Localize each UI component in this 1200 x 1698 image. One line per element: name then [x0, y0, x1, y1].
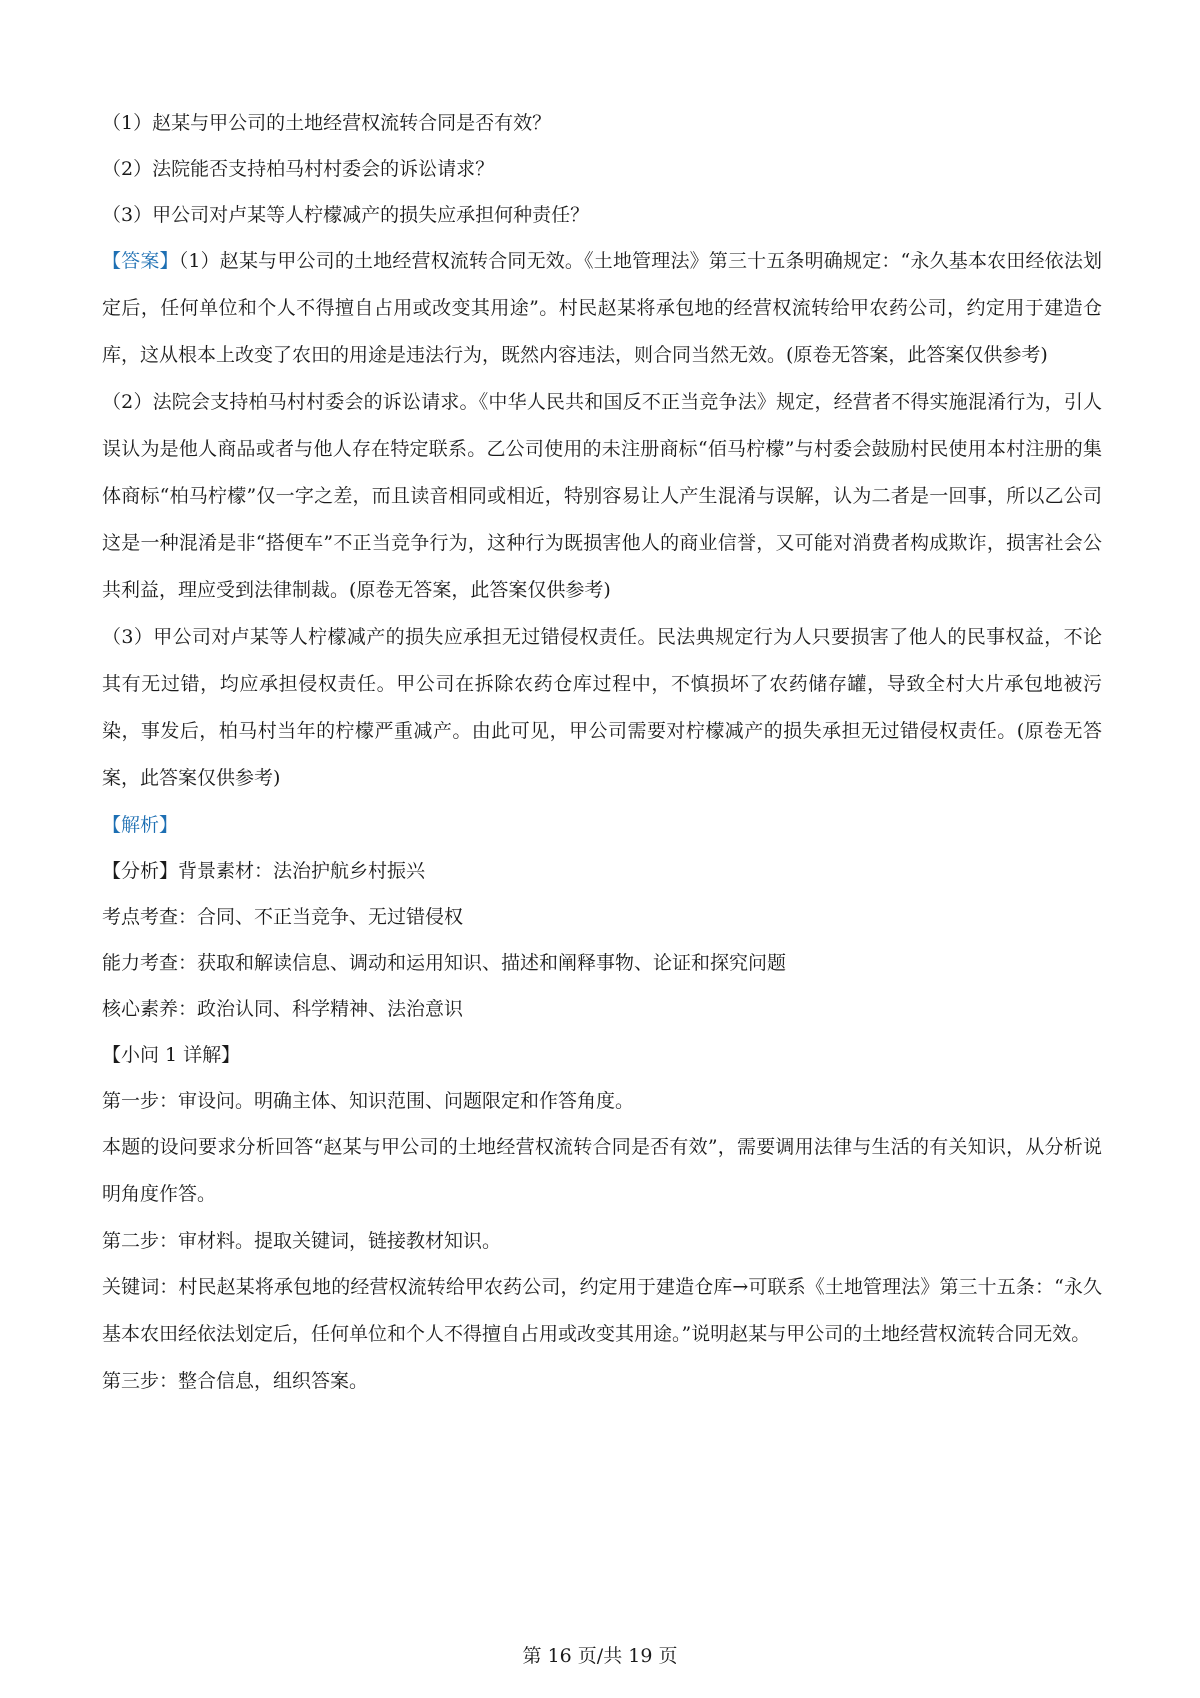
document-page: [102, 100, 1102, 1404]
subquestion-1-heading: 【小问 1 详解】: [102, 1044, 241, 1066]
answer-part-1-text: （1）赵某与甲公司的土地经营权流转合同无效。《土地管理法》第三十五条明确规定：“永久基本农田经依法划定后，任何单位和个人不得擅自占用或改变其用途”。村民赵某将承包地的经营权流转给甲农药公司，约定用于建造仓库，这从根本上改变了农田的用途是违法行为，既然内容违法，则合同当然无效。(原卷无答案，此答案仅供参考): [102, 250, 1102, 366]
answer-paragraph-2: （2）法院会支持柏马村村委会的诉讼请求。《中华人民共和国反不正当竞争法》规定，经营者不得实施混淆行为，引人误认为是他人商品或者与他人存在特定联系。乙公司使用的未注册商标“佰马柠檬”与村委会鼓励村民使用本村注册的集体商标“柏马柠檬”仅一字之差，而且读音相同或相近，特别容易让人产生混淆与误解，认为二者是一回事，所以乙公司这是一种混淆是非“搭便车”不正当竞争行为，这种行为既损害他人的商业信誉，又可能对消费者构成欺诈，损害社会公共利益，理应受到法律制裁。(原卷无答案，此答案仅供参考): [102, 391, 1102, 601]
page-number: 第 16 页/共 19 页: [522, 1645, 678, 1667]
step-3: 第三步：整合信息，组织答案。: [102, 1370, 369, 1392]
analysis-kaodian: 考点考查：合同、不正当竞争、无过错侵权: [102, 906, 464, 928]
step-1: 第一步：审设问。明确主体、知识范围、问题限定和作答角度。: [102, 1090, 635, 1112]
answer-label: 【答案】: [102, 250, 179, 272]
analysis-label: 【解析】: [102, 814, 179, 836]
analysis-fenxi: 【分析】背景素材：法治护航乡村振兴: [102, 860, 426, 882]
answer-paragraph-3: （3）甲公司对卢某等人柠檬减产的损失应承担无过错侵权责任。民法典规定行为人只要损害了他人的民事权益，不论其有无过错，均应承担侵权责任。甲公司在拆除农药仓库过程中，不慎损坏了农药储存罐，导致全村大片承包地被污染，事发后，柏马村当年的柠檬严重减产。由此可见，甲公司需要对柠檬减产的损失承担无过错侵权责任。(原卷无答案，此答案仅供参考): [102, 626, 1102, 789]
analysis-nengli: 能力考查：获取和解读信息、调动和运用知识、描述和阐释事物、论证和探究问题: [102, 952, 787, 974]
answer-paragraph-1: [102, 238, 1102, 379]
question-2: （2）法院能否支持柏马村村委会的诉讼请求？: [102, 158, 495, 180]
question-3: （3）甲公司对卢某等人柠檬减产的损失应承担何种责任？: [102, 204, 590, 226]
step-1-detail: 本题的设问要求分析回答“赵某与甲公司的土地经营权流转合同是否有效”，需要调用法律与生活的有关知识，从分析说明角度作答。: [102, 1136, 1102, 1205]
analysis-suyang: 核心素养：政治认同、科学精神、法治意识: [102, 998, 464, 1020]
question-1: （1）赵某与甲公司的土地经营权流转合同是否有效？: [102, 112, 552, 134]
step-2-detail: 关键词：村民赵某将承包地的经营权流转给甲农药公司，约定用于建造仓库→可联系《土地管理法》第三十五条：“永久基本农田经依法划定后，任何单位和个人不得擅自占用或改变其用途。”说明赵某与甲公司的土地经营权流转合同无效。: [102, 1276, 1102, 1345]
step-2: 第二步：审材料。提取关键词，链接教材知识。: [102, 1230, 502, 1252]
